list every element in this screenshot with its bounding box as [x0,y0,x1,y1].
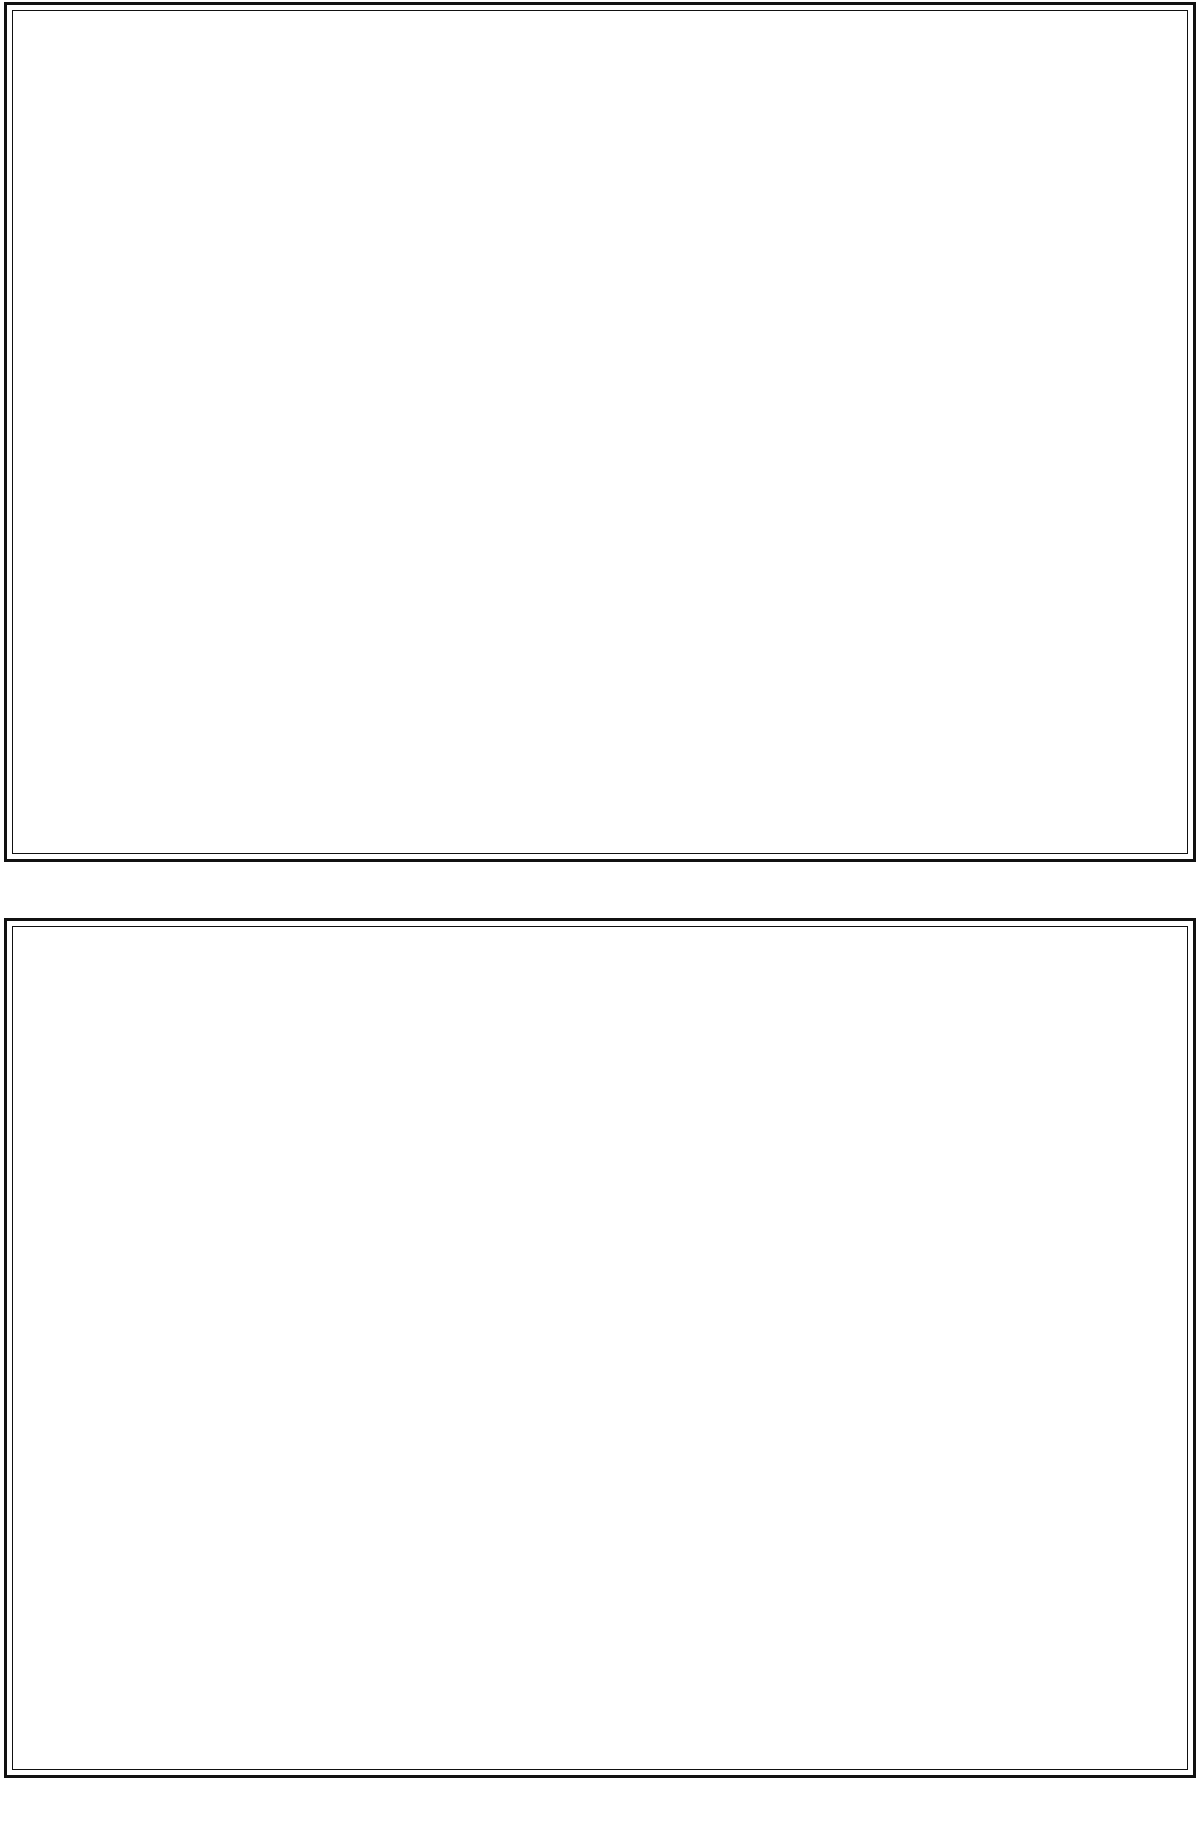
bottom-page-columns [15,929,1185,1767]
top-page [4,2,1196,862]
bottom-page [4,918,1196,1778]
top-page-columns [15,13,1185,851]
